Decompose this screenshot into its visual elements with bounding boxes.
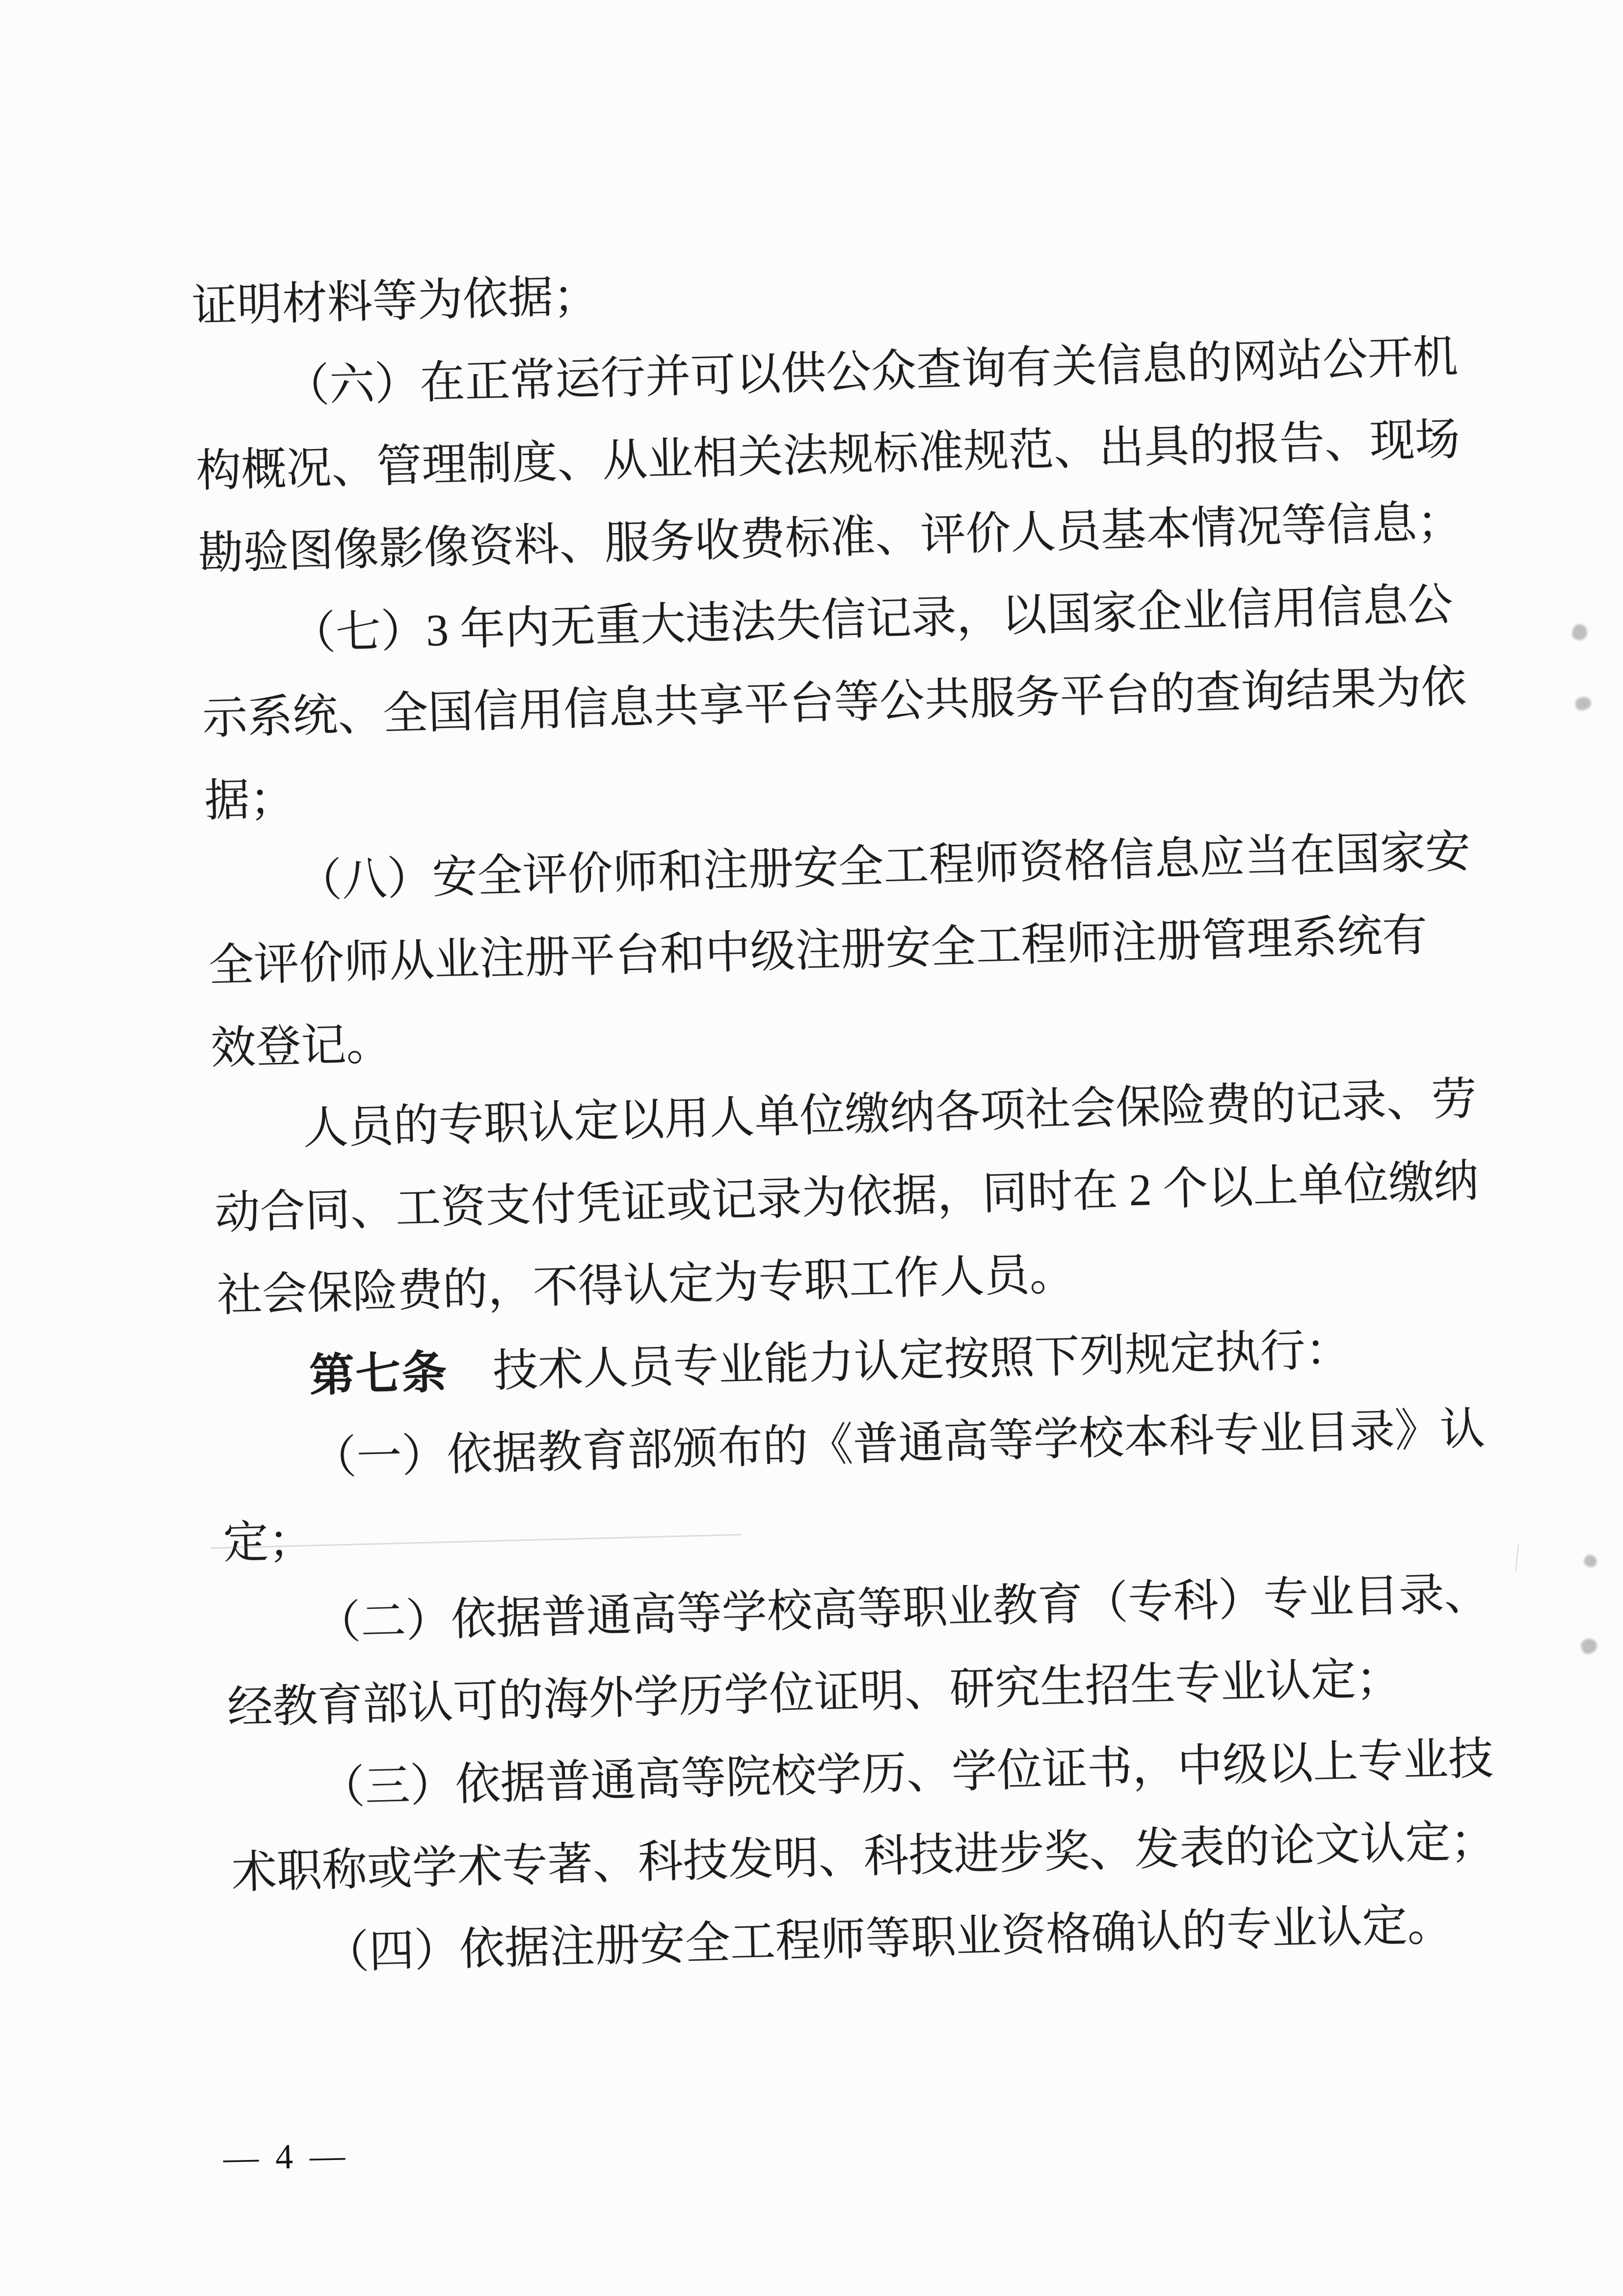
text-line: （七）3 年内无重大违法失信记录，以国家企业信用信息公 [290, 579, 1454, 659]
text-line: 据； [204, 774, 295, 826]
text-line: 动合同、工资支付凭证或记录为依据，同时在 2 个以上单位缴纳 [214, 1156, 1480, 1239]
scan-scratch-mark [1515, 1544, 1519, 1572]
scan-speck [1582, 1553, 1599, 1569]
document-text-block [191, 251, 1512, 2051]
text-line: 勘验图像影像资料、服务收费标准、评价人员基本情况等信息； [197, 496, 1463, 579]
text-line: 定； [222, 1515, 315, 1568]
text-line: （六）在正常运行并可以供公众查询有关信息的网站公开机 [284, 331, 1459, 412]
text-line: 社会保险费的，不得认定为专职工作人员。 [216, 1249, 1075, 1321]
scan-speck [1574, 696, 1593, 711]
text-line: （一）依据教育部颁布的《普通高等学校本科专业目录》认 [311, 1404, 1486, 1484]
text-line: 效登记。 [210, 1019, 392, 1074]
text-line: 示系统、全国信用信息共享平台等公共服务平台的查询结果为依 [202, 661, 1467, 744]
text-line: 全评价师从业注册平台和中级注册安全工程师注册管理系统有 [208, 910, 1428, 991]
scan-speck [1570, 622, 1589, 642]
article-number: 第七条 [309, 1347, 449, 1401]
text-line: （三）依据普通高等院校学历、学位证书，中级以上专业技 [319, 1733, 1494, 1813]
text-line-article-heading [309, 1324, 1352, 1401]
page-number: — 4 — [223, 2135, 349, 2178]
text-line: （二）依据普通高等学校高等职业教育（专科）专业目录、 [315, 1568, 1490, 1648]
text-line: 术职称或学术专著、科技发明、科技进步奖、发表的论文认定； [231, 1815, 1496, 1898]
text-line: 经教育部认可的海外学历学位证明、研究生招生专业认定； [227, 1653, 1402, 1733]
text-line: 构概况、管理制度、从业相关法规标准规范、出具的报告、现场 [195, 414, 1461, 496]
text-line: （四）依据注册安全工程师等职业资格确认的专业认定。 [323, 1899, 1453, 1978]
text-line: （八）安全评价师和注册安全工程师资格信息应当在国家安 [296, 826, 1471, 906]
text-line: 证明材料等为依据； [191, 271, 599, 331]
text-line: 人员的专职认定以用人单位缴纳各项社会保险费的记录、劳 [302, 1074, 1478, 1154]
scan-speck [1579, 1636, 1599, 1655]
article-heading-text: 技术人员专业能力认定按照下列规定执行： [447, 1324, 1352, 1398]
